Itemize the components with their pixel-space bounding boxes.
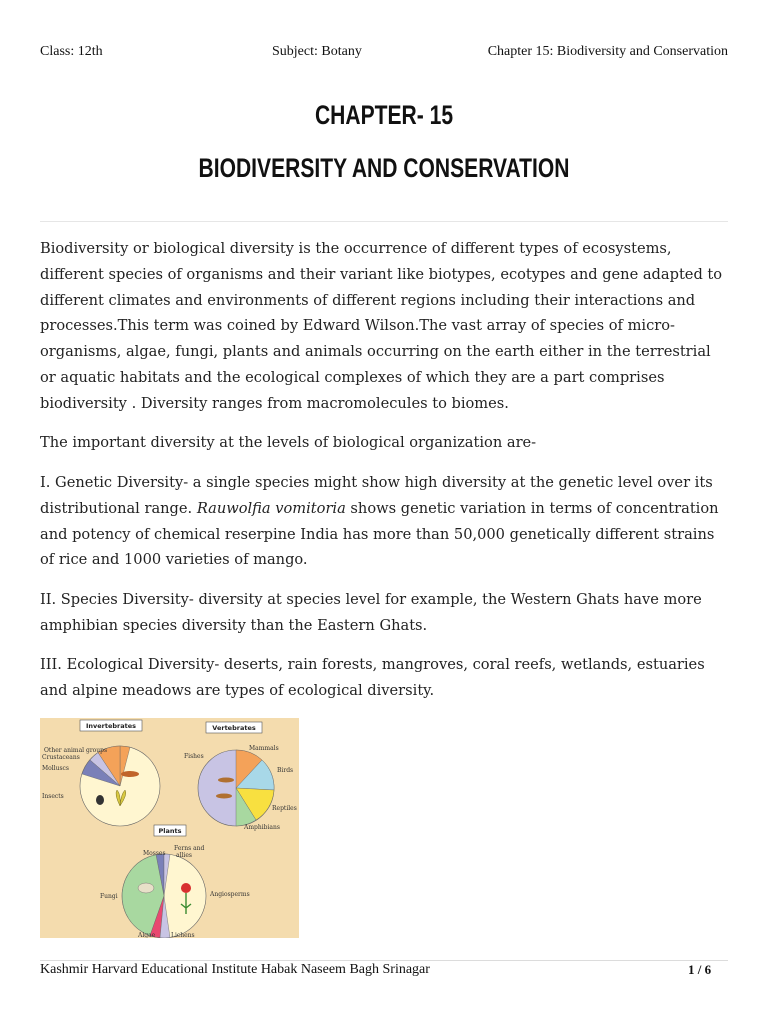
- genetic-diversity-paragraph: [40, 470, 730, 573]
- intro-paragraph: Biodiversity or biological diversity is the occurrence of different types of ecosystems, different species of organisms and their variant like biotypes, ecotypes and gene adapted to different climates and environments of different regions including their interactions and processes.This term was coined by Edward Wilson.The vast array of species of micro-organisms, algae, fungi, plants and animals occurring on the earth either in the terrestrial or aquatic habitats and the ecological complexes of which they are a part comprises biodiversity . Diversity ranges from macromolecules to biomes.: [40, 240, 723, 412]
- page-footer: [0, 962, 768, 982]
- flower-drawing: [181, 883, 191, 893]
- genetic-text-a: I. Genetic Diversity- a single species might show high diversity at the genetic level over its distributional range.: [40, 474, 713, 517]
- label-reptiles: Reptiles: [272, 805, 297, 812]
- footer-institution: Kashmir Harvard Educational Institute Habak Naseem Bagh Srinagar: [40, 962, 430, 977]
- species-diversity-paragraph: II. Species Diversity- diversity at species level for example, the Western Ghats have more amphibian species diversity than the Eastern Ghats.: [40, 591, 702, 634]
- label-algae: Algae: [138, 932, 156, 938]
- invertebrates-pie: [80, 746, 160, 826]
- page-header: [0, 44, 768, 64]
- label-mammals: Mammals: [249, 745, 279, 752]
- title-divider: [40, 221, 728, 222]
- invertebrates-title: Invertebrates: [85, 722, 137, 730]
- caterpillar-drawing: [121, 771, 139, 777]
- label-angiosperms: Angiosperms: [210, 891, 250, 898]
- label-birds: Birds: [277, 767, 294, 774]
- species-name-italic: Rauwolfia vomitoria: [196, 499, 346, 517]
- label-other-animal-groups: Other animal groups: [44, 747, 108, 754]
- label-fungi: Fungi: [100, 893, 118, 900]
- vertebrates-title: Vertebrates: [212, 724, 256, 732]
- header-class: Class: 12th: [40, 44, 103, 59]
- chapter-number-title: CHAPTER- 15: [314, 100, 454, 130]
- page-number: 1 / 6: [688, 962, 712, 977]
- label-lichens: Lichens: [171, 932, 195, 938]
- biodiversity-pie-figure: [40, 718, 299, 938]
- ecological-diversity-paragraph: III. Ecological Diversity- deserts, rain forests, mangroves, coral reefs, wetlands, estuaries and alpine meadows are types of ecological diversity.: [40, 656, 705, 699]
- header-subject: Subject: Botany: [272, 44, 362, 59]
- plants-title: Plants: [158, 827, 182, 835]
- label-amphibians: Amphibians: [244, 824, 280, 831]
- plants-pie: [122, 854, 206, 938]
- label-crustaceans: Crustaceans: [42, 754, 80, 761]
- vertebrates-pie: [198, 750, 274, 826]
- fish-drawing-2: [216, 794, 232, 799]
- label-molluscs: Molluscs: [42, 765, 69, 772]
- beetle-drawing: [96, 795, 104, 805]
- label-ferns-allies: allies: [176, 852, 192, 859]
- label-insects: Insects: [42, 793, 64, 800]
- fish-drawing-1: [218, 778, 234, 783]
- genetic-text-b: shows genetic variation in terms of concentration and potency of chemical reserpine India has more than 50,000 genetically different strains of rice and 1000 varieties of mango.: [40, 499, 719, 569]
- levels-intro-paragraph: The important diversity at the levels of biological organization are-: [40, 434, 537, 451]
- label-fishes: Fishes: [184, 753, 204, 760]
- figure-svg: [40, 718, 299, 938]
- label-mosses: Mosses: [143, 850, 166, 857]
- chapter-name-title: BIODIVERSITY AND CONSERVATION: [198, 153, 570, 183]
- label-ferns: Ferns and: [174, 845, 205, 852]
- footer-divider: [40, 960, 728, 961]
- header-chapter: Chapter 15: Biodiversity and Conservation: [487, 44, 728, 59]
- mushroom-drawing: [138, 883, 154, 893]
